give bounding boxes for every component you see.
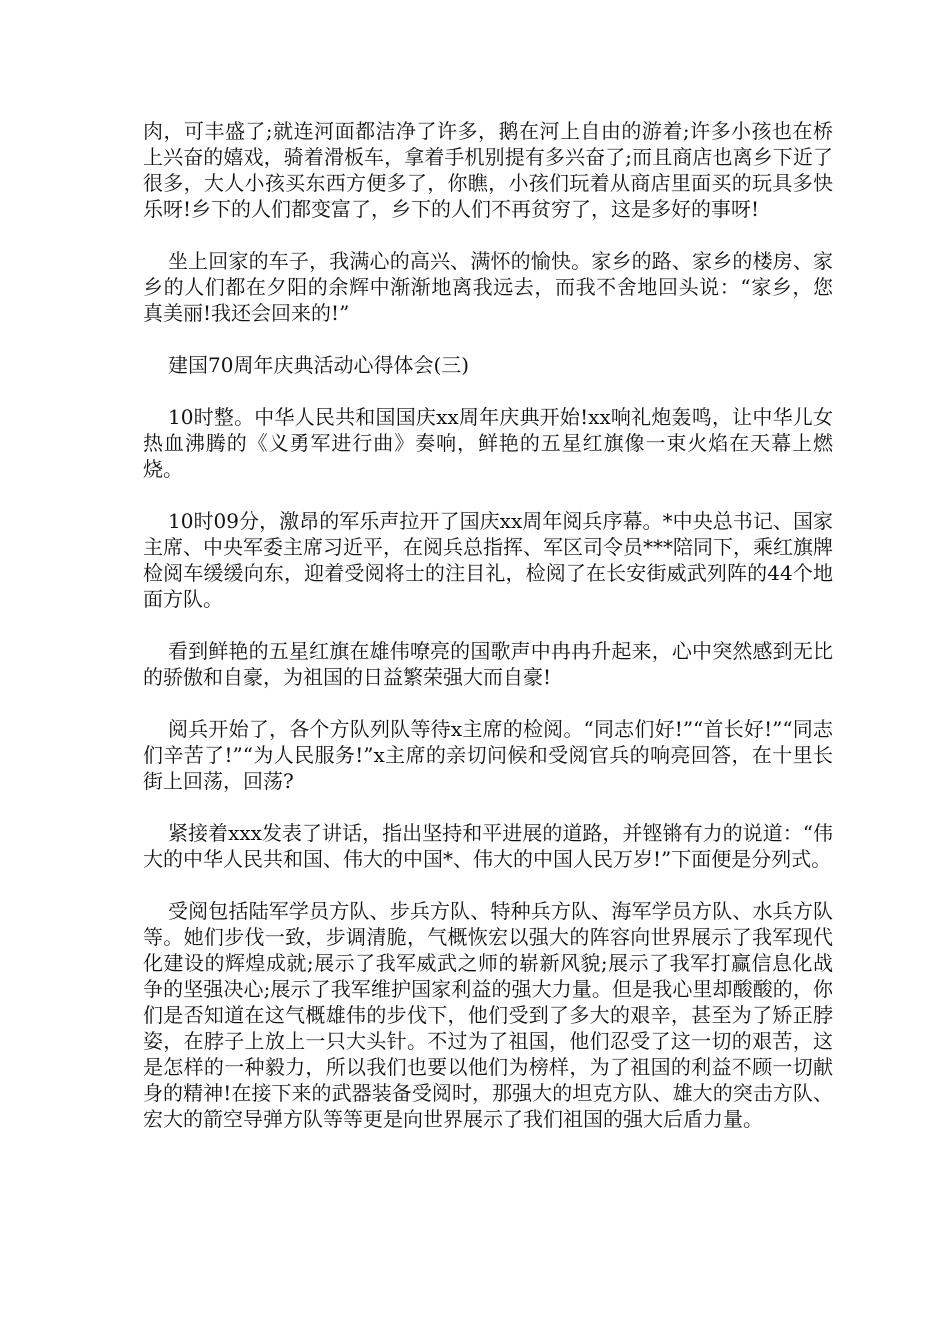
document-body [143,118,833,1158]
paragraph-review-begins: 阅兵开始了，各个方队列队等待x主席的检阅。“同志们好!”“首长好!”“同志们辛苦了!”“为人民服务!”x主席的亲切问候和受阅官兵的响亮回答，在十里长街上回荡，回荡? [143,717,833,793]
paragraph-flag-raising: 看到鲜艳的五星红旗在雄伟嘹亮的国歌声中冉冉升起来，心中突然感到无比的骄傲和自豪，为祖国的日益繁荣强大而自豪! [143,639,833,689]
paragraph-ceremony-start: 10时整。中华人民共和国国庆xx周年庆典开始!xx响礼炮轰鸣，让中华儿女热血沸腾的《义勇军进行曲》奏响，鲜艳的五星红旗像一束火焰在天幕上燃烧。 [143,405,833,481]
paragraph-return-home: 坐上回家的车子，我满心的高兴、满怀的愉快。家乡的路、家乡的楼房、家乡的人们都在夕阳的余辉中渐渐地离我远去，而我不舍地回头说：“家乡，您真美丽!我还会回来的!” [143,249,833,325]
paragraph-speech: 紧接着xxx发表了讲话，指出坚持和平进展的道路，并铿锵有力的说道：“伟大的中华人民共和国、伟大的中国*、伟大的中国人民万岁!”下面便是分列式。 [143,821,833,871]
paragraph-formations: 受阅包括陆军学员方队、步兵方队、特种兵方队、海军学员方队、水兵方队等。她们步伐一致，步调清脆，气概恢宏以强大的阵容向世界展示了我军现代化建设的辉煌成就;展示了我军威武之师的崭新风貌;展示了我军打赢信息化战争的坚强决心;展示了我军维护国家利益的强大力量。但是我心里却酸酸的，你们是否知道在这气概雄伟的步伐下，他们受到了多大的艰辛，甚至为了矫正脖姿，在脖子上放上一只大头针。不过为了祖国，他们忍受了这一切的艰苦，这是怎样的一种毅力，所以我们也要以他们为榜样，为了祖国的利益不顾一切献身的精神!在接下来的武器装备受阅时，那强大的坦克方队、雄大的突击方队、宏大的箭空导弹方队等等更是向世界展示了我们祖国的强大后盾力量。 [143,899,833,1131]
paragraph-continued: 肉，可丰盛了;就连河面都洁净了许多，鹅在河上自由的游着;许多小孩也在桥上兴奋的嬉戏，骑着滑板车，拿着手机别提有多兴奋了;而且商店也离乡下近了很多，大人小孩买东西方便多了，你瞧，小孩们玩着从商店里面买的玩具多快乐呀!乡下的人们都变富了，乡下的人们不再贫穷了，这是多好的事呀! [143,119,833,221]
paragraph-parade-prelude: 10时09分，激昂的军乐声拉开了国庆xx周年阅兵序幕。*中央总书记、国家主席、中央军委主席习近平，在阅兵总指挥、军区司令员***陪同下，乘红旗牌检阅车缓缓向东，迎着受阅将士的注目礼，检阅了在长安街威武列阵的44个地面方队。 [143,509,833,611]
section-heading: 建国70周年庆典活动心得体会(三) [168,353,470,377]
